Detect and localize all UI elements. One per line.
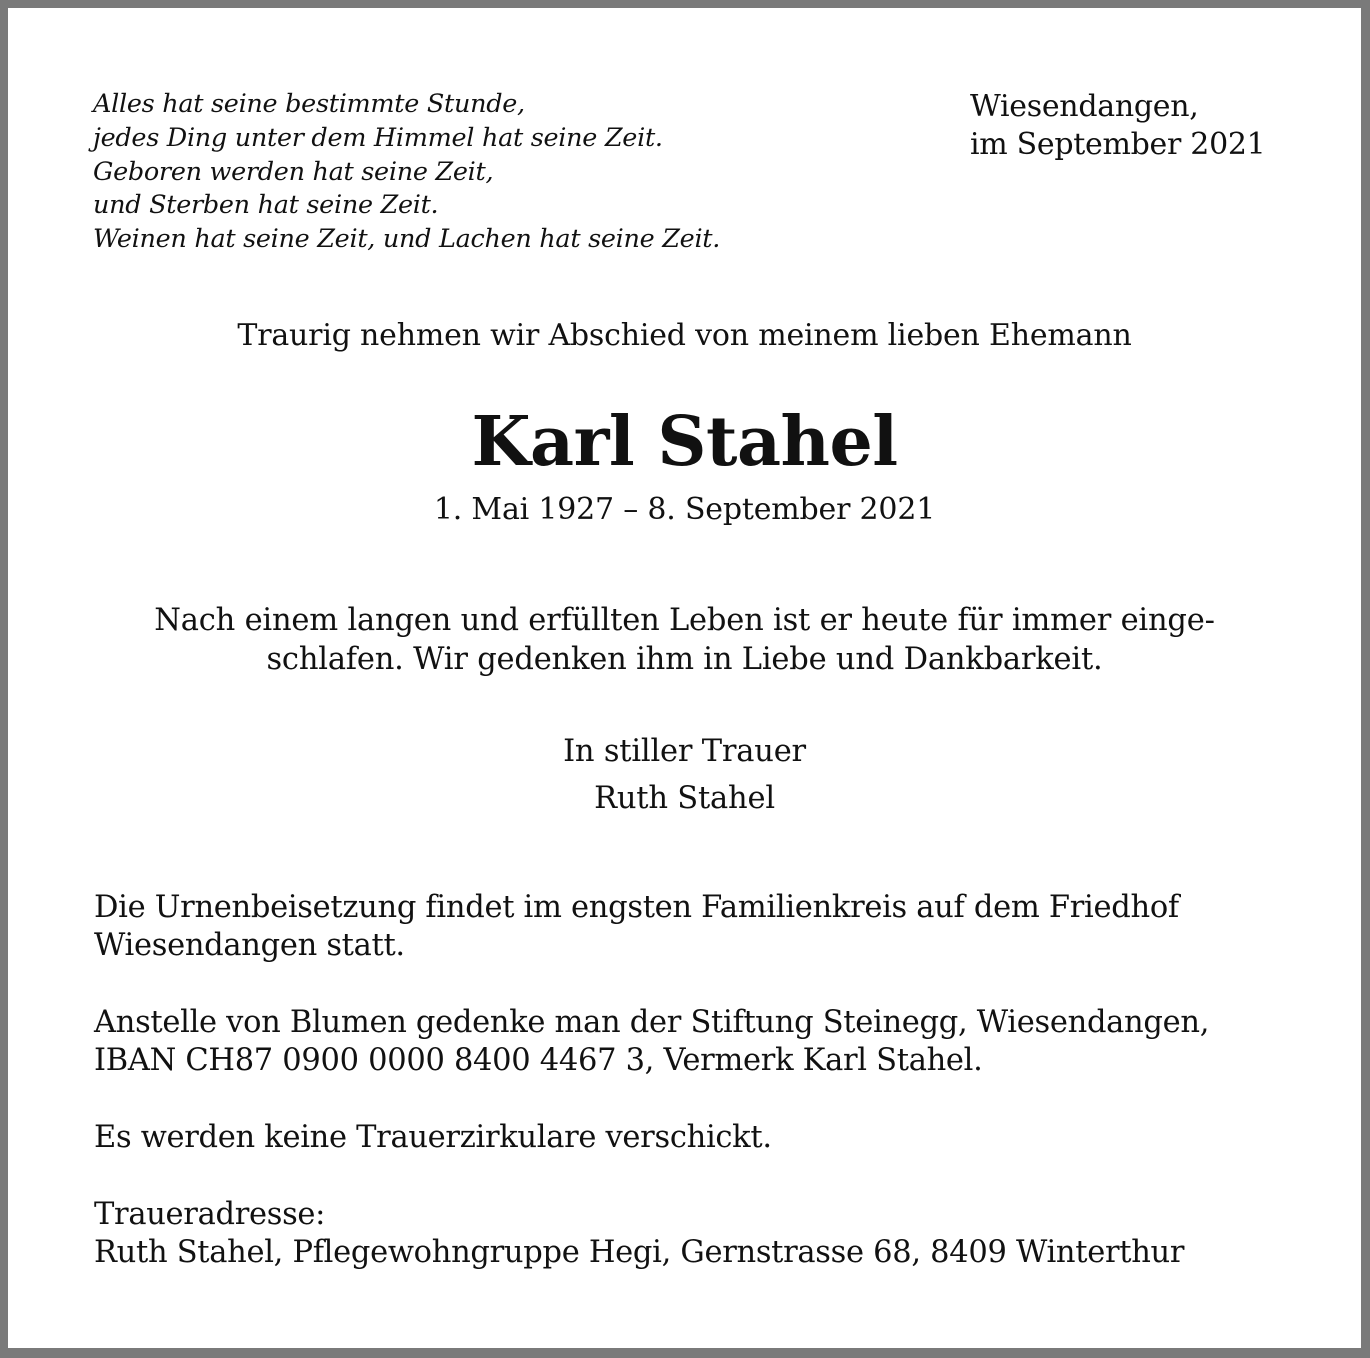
donation-info (94, 1004, 1209, 1080)
verse-line: Alles hat seine bestimmte Stunde, (93, 89, 525, 119)
date: im September 2021 (970, 127, 1266, 162)
verse-line: jedes Ding unter dem Himmel hat seine Zeit. (93, 122, 663, 153)
message-text (8, 602, 1361, 679)
verse-line: und Sterben hat seine Zeit. (93, 190, 439, 221)
obituary-notice (8, 8, 1361, 1348)
message-line: Nach einem langen und erfüllten Leben ist er heute für immer einge- (154, 603, 1215, 638)
verse-line: Geboren werden hat seine Zeit, (93, 156, 494, 187)
circulars-note: Es werden keine Trauerzirkulare verschickt. (94, 1120, 772, 1155)
life-dates: 1. Mai 1927 – 8. September 2021 (433, 492, 936, 527)
burial-info (94, 889, 1179, 965)
address-label: Traueradresse: (94, 1197, 326, 1232)
burial-line: Wiesendangen statt. (94, 928, 405, 963)
place: Wiesendangen, (970, 89, 1199, 124)
verse-quote (93, 88, 720, 257)
deceased-name: Karl Stahel (471, 402, 898, 482)
donation-line: Anstelle von Blumen gedenke man der Stiftung Steinegg, Wiesendangen, (94, 1005, 1210, 1040)
place-date (970, 88, 1265, 164)
donation-line: IBAN CH87 0900 0000 8400 4467 3, Vermerk Karl Stahel. (94, 1043, 983, 1078)
burial-line: Die Urnenbeisetzung findet im engsten Familienkreis auf dem Friedhof (94, 890, 1179, 925)
intro-text: Traurig nehmen wir Abschied von meinem lieben Ehemann (237, 318, 1132, 353)
address-value: Ruth Stahel, Pflegewohngruppe Hegi, Gernstrasse 68, 8409 Winterthur (94, 1235, 1185, 1270)
mourning-address (94, 1196, 1184, 1272)
verse-line: Weinen hat seine Zeit, und Lachen hat seine Zeit. (93, 224, 721, 255)
mourner-name: Ruth Stahel (594, 781, 775, 816)
mourning-label: In stiller Trauer (563, 734, 806, 769)
message-line: schlafen. Wir gedenken ihm in Liebe und Dankbarkeit. (266, 641, 1103, 677)
